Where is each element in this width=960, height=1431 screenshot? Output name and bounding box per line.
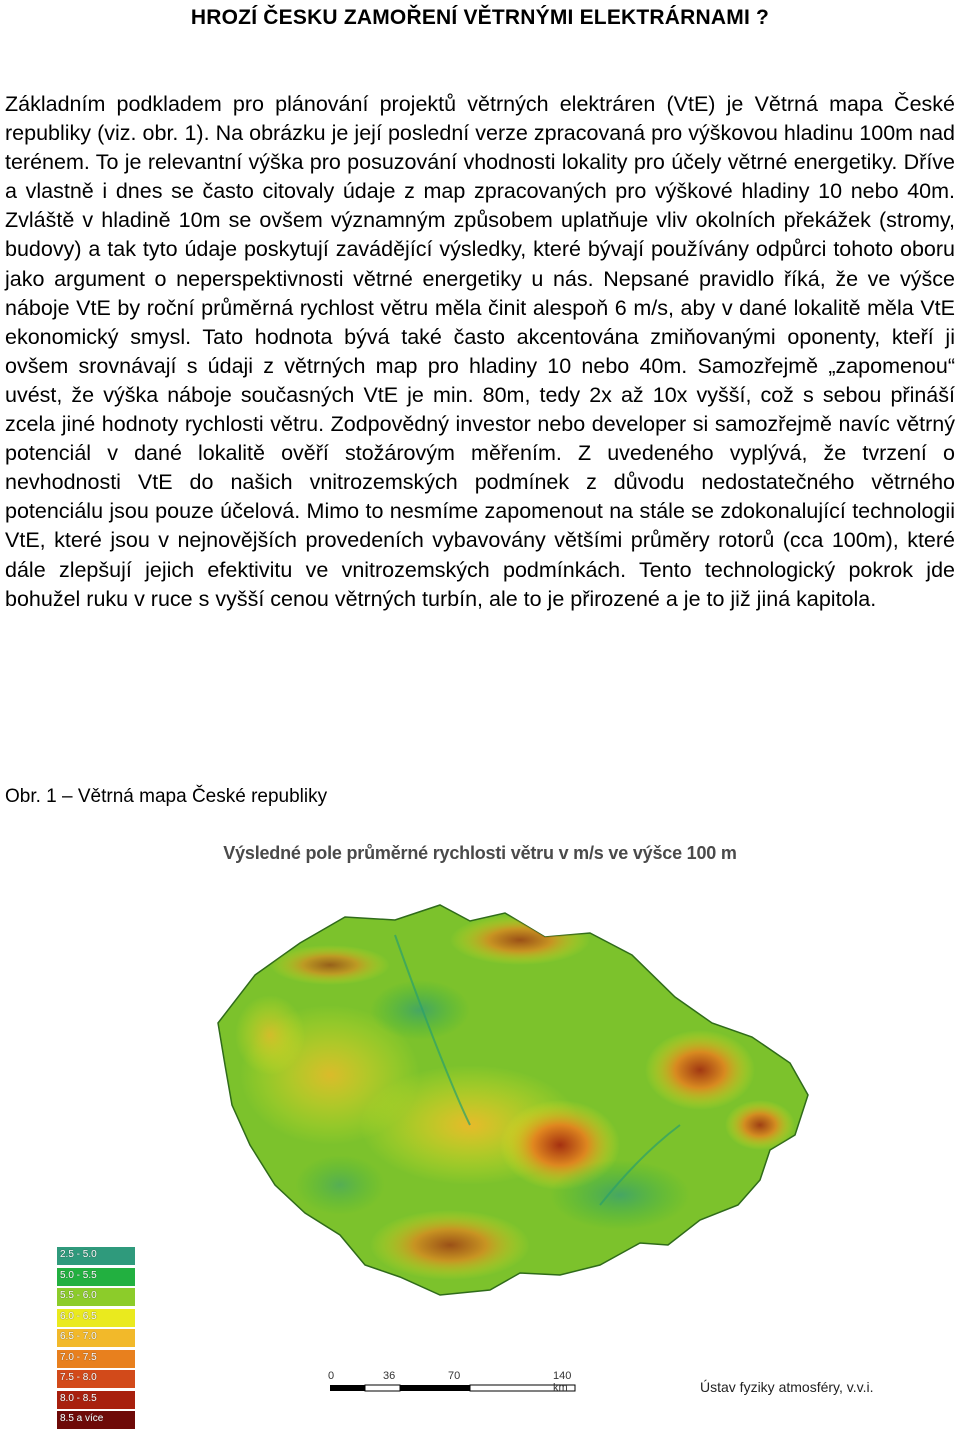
- map-legend: [57, 1246, 137, 1431]
- map-title: Výsledné pole průměrné rychlosti větru v m/s ve výšce 100 m: [223, 843, 737, 863]
- wind-map-image: [0, 825, 960, 1404]
- scale-label: 70: [448, 1370, 461, 1382]
- body-paragraph: [5, 90, 955, 614]
- legend-label: 7.5 - 8.0: [60, 1372, 97, 1384]
- legend-swatch: [57, 1247, 135, 1265]
- wind-map-figure: [0, 825, 960, 1425]
- scale-label: 0: [328, 1370, 335, 1382]
- legend-label: 8.0 - 8.5: [60, 1392, 97, 1404]
- scale-label: 140 km: [553, 1370, 572, 1394]
- legend-label: 6.0 - 6.5: [60, 1310, 97, 1322]
- legend-swatch: [57, 1268, 135, 1286]
- legend-swatch: [57, 1309, 135, 1327]
- legend-swatch: [57, 1329, 135, 1347]
- legend-label: 5.0 - 5.5: [60, 1269, 97, 1281]
- legend-label: 8.5 a více: [60, 1413, 104, 1425]
- legend-swatch: [57, 1370, 135, 1388]
- legend-label: 7.0 - 7.5: [60, 1351, 97, 1363]
- legend-label: 2.5 - 5.0: [60, 1249, 97, 1261]
- legend-swatch: [57, 1350, 135, 1368]
- map-credit: Ústav fyziky atmosféry, v.v.i.: [700, 1379, 874, 1395]
- legend-label: 5.5 - 6.0: [60, 1290, 97, 1302]
- legend-label: 6.5 - 7.0: [60, 1331, 97, 1343]
- document-title: HROZÍ ČESKU ZAMOŘENÍ VĚTRNÝMI ELEKTRÁRNAMI ?: [190, 6, 770, 29]
- figure-caption: Obr. 1 – Větrná mapa České republiky: [5, 786, 328, 807]
- scale-labels: [328, 1370, 588, 1402]
- scale-label: 36: [383, 1370, 396, 1382]
- legend-swatch: [57, 1411, 135, 1429]
- legend-swatch: [57, 1288, 135, 1306]
- legend-swatch: [57, 1391, 135, 1409]
- paragraph-text: Základním podkladem pro plánování projektů větrných elektráren (VtE) je Větrná mapa České republiky (viz. obr. 1). Na obrázku je její poslední verze zpracovaná pro výškovou hladinu 100m nad terénem. To je relevantní výška pro posuzování vhodnosti lokality pro účely větrné energetiky. Dříve a vlastně i dnes se často citovaly údaje z map zpracovaných pro výškové hladiny 10 nebo 40m. Zvláště v hladině 10m se ovšem významným způsobem uplatňuje vliv okolních překážek (stromy, budovy) a tak tyto údaje poskytují zavádějící výsledky, které bývají používány odpůrci tohoto oboru jako argument o neperspektivnosti větrné energetiky u nás. Nepsané pravidlo říká, že ve výšce náboje VtE by roční průměrná rychlost větru měla činit alespoň 6 m/s, aby v dané lokalitě měla VtE ekonomický smysl. Tato hodnota bývá také často akcentována zmiňovanými oponenty, kteří ji ovšem srovnávají s údaji z větrných map pro hladiny 10 nebo 40m. Samozřejmě „zapomenou“ uvést, že výška náboje současných VtE je min. 80m, tedy 2x až 10x vyšší, což s sebou přináší zcela jiné hodnoty rychlosti větru. Zodpovědný investor nebo developer si samozřejmě navíc větrný potenciál v dané lokalitě ověří stožárovým měřením. Z uvedeného vyplývá, že tvrzení o nevhodnosti VtE do našich vnitrozemských podmínek z důvodu nedostatečného větrného potenciálu jsou pouze účelová. Mimo to nesmíme zapomenout na stále se zdokonalující technologii VtE, které jsou v nejnovějších provedeních vybavovány většími průměry rotorů (cca 100m), které dále zlepšují jejich efektivitu ve vnitrozemských podmínkách. Tento technologický pokrok jde bohužel ruku v ruce s vyšší cenou větrných turbín, ale to je přirozené a je to již jiná kapitola.: [5, 92, 955, 611]
